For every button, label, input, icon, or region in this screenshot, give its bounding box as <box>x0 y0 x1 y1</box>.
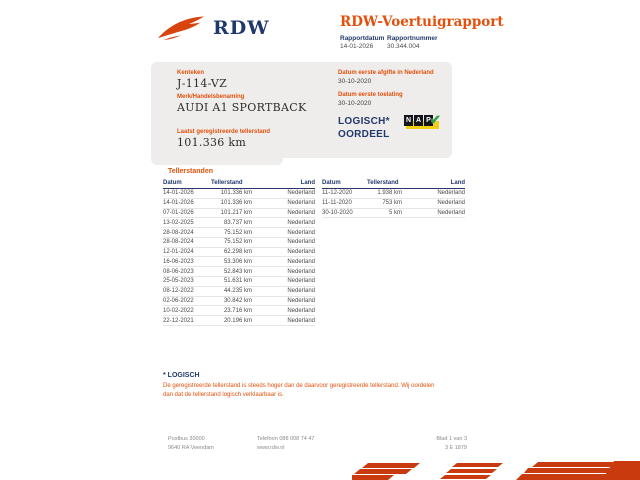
tellerstand-cell: 75.152 km <box>211 237 252 247</box>
land-cell: Nederland <box>252 237 315 247</box>
nap-logo <box>404 112 442 131</box>
table-row <box>322 198 465 208</box>
footer-address-line2: 9640 RA Veendam <box>168 445 214 451</box>
land-cell: Nederland <box>252 257 315 267</box>
footer-form-code: 3 E 1879 <box>444 445 467 451</box>
tellerstand-cell: 5 km <box>367 208 402 218</box>
datum-cell: 14-01-2026 <box>163 198 211 208</box>
merk-value: AUDI A1 SPORTBACK <box>177 101 307 114</box>
tellerstand-cell: 52.843 km <box>211 267 252 277</box>
kenteken-value: J-114-VZ <box>177 77 228 90</box>
col-header-land: Land <box>402 179 465 189</box>
table-row <box>163 277 315 287</box>
table-row <box>163 218 315 228</box>
report-date-value: 14-01-2026 <box>340 43 374 50</box>
tellerstand-cell: 101.217 km <box>211 208 252 218</box>
land-cell: Nederland <box>402 189 465 199</box>
afgifte-value: 30-10-2020 <box>338 78 372 85</box>
datum-cell: 13-02-2025 <box>163 218 211 228</box>
col-header-datum: Datum <box>163 179 211 189</box>
tellerstand-cell: 75.152 km <box>211 228 252 238</box>
land-cell: Nederland <box>252 286 315 296</box>
oordeel-badge <box>338 116 390 141</box>
land-cell: Nederland <box>252 267 315 277</box>
rdw-bird-logo-icon <box>156 13 206 44</box>
datum-cell: 30-10-2020 <box>322 208 367 218</box>
tellerstand-cell: 83.737 km <box>211 218 252 228</box>
table-row <box>163 237 315 247</box>
nap-letter-p: P <box>424 115 433 126</box>
report-number-label: Rapportnummer <box>387 35 438 42</box>
land-cell: Nederland <box>252 208 315 218</box>
datum-cell: 08-06-2023 <box>163 267 211 277</box>
datum-cell: 12-01-2024 <box>163 247 211 257</box>
page-title: RDW-Voertuigrapport <box>340 14 504 30</box>
footnote-title: * LOGISCH <box>163 372 200 379</box>
land-cell: Nederland <box>252 277 315 287</box>
footer-phone: Telefoon 088 008 74 47 <box>257 436 315 442</box>
table-row <box>163 286 315 296</box>
land-cell: Nederland <box>402 198 465 208</box>
tellerstand-cell: 1.938 km <box>367 189 402 199</box>
datum-cell: 22-12-2021 <box>163 316 211 326</box>
table-header-row <box>322 179 465 189</box>
table-row <box>163 267 315 277</box>
table-row <box>163 296 315 306</box>
merk-label: Merk/Handelsbenaming <box>177 94 245 100</box>
tellerstand-cell: 51.631 km <box>211 277 252 287</box>
datum-cell: 16-06-2023 <box>163 257 211 267</box>
col-header-datum: Datum <box>322 179 367 189</box>
col-header-tellerstand: Tellerstand <box>367 179 402 189</box>
datum-cell: 28-08-2024 <box>163 237 211 247</box>
col-header-land: Land <box>252 179 315 189</box>
oordeel-line1: LOGISCH* <box>338 116 390 127</box>
table-row <box>322 189 465 199</box>
laatste-tellerstand-label: Laatst geregistreerde tellerstand <box>177 129 271 135</box>
footer-address-line1: Postbus 30000 <box>168 436 205 442</box>
toelating-label: Datum eerste toelating <box>338 92 403 98</box>
land-cell: Nederland <box>252 189 315 199</box>
table-row <box>163 306 315 316</box>
tellerstand-cell: 753 km <box>367 198 402 208</box>
afgifte-label: Datum eerste afgifte in Nederland <box>338 70 434 76</box>
tellerstanden-table-left <box>163 179 315 326</box>
land-cell: Nederland <box>252 316 315 326</box>
table-row <box>163 198 315 208</box>
tellerstand-cell: 20.196 km <box>211 316 252 326</box>
tellerstand-cell: 101.336 km <box>211 189 252 199</box>
table-row <box>163 189 315 199</box>
tellerstand-cell: 44.235 km <box>211 286 252 296</box>
table-row <box>163 228 315 238</box>
table-header-row <box>163 179 315 189</box>
tellerstanden-table-right <box>322 179 465 218</box>
datum-cell: 11-11-2020 <box>322 198 367 208</box>
decorative-stripes-graphic <box>352 459 640 480</box>
toelating-value: 30-10-2020 <box>338 100 372 107</box>
datum-cell: 14-01-2026 <box>163 189 211 199</box>
footnote-text: De geregistreerde tellerstand is steeds hoger dan de daarvoor geregistreerde tellerstand. Wij oordelen dan dat de tellerstand logisch verklaarbaar is. <box>163 383 435 398</box>
tellerstand-cell: 23.716 km <box>211 306 252 316</box>
datum-cell: 02-06-2022 <box>163 296 211 306</box>
land-cell: Nederland <box>252 247 315 257</box>
footer-page-info <box>380 435 467 453</box>
land-cell: Nederland <box>252 228 315 238</box>
col-header-tellerstand: Tellerstand <box>211 179 252 189</box>
tellerstand-cell: 62.298 km <box>211 247 252 257</box>
report-number-value: 30.344.004 <box>387 43 420 50</box>
table-row <box>163 247 315 257</box>
footer-address <box>168 435 214 453</box>
table-row <box>163 316 315 326</box>
nap-letter-n: N <box>405 117 412 124</box>
table-row <box>322 208 465 218</box>
footer-page-number: Blad 1 van 3 <box>436 436 467 442</box>
land-cell: Nederland <box>252 198 315 208</box>
table-row <box>163 257 315 267</box>
laatste-tellerstand-value: 101.336 km <box>177 136 247 149</box>
report-date-label: Rapportdatum <box>340 35 385 42</box>
footer-contact <box>257 435 315 453</box>
rdw-logo-text: RDW <box>213 17 270 39</box>
kenteken-label: Kenteken <box>177 70 205 76</box>
tellerstand-cell: 53.306 km <box>211 257 252 267</box>
datum-cell: 28-08-2024 <box>163 228 211 238</box>
datum-cell: 08-12-2022 <box>163 286 211 296</box>
table-row <box>163 208 315 218</box>
datum-cell: 10-02-2022 <box>163 306 211 316</box>
oordeel-line2: OORDEEL <box>338 128 390 140</box>
nap-letter-a: A <box>415 117 422 124</box>
tellerstand-cell: 101.336 km <box>211 198 252 208</box>
datum-cell: 11-12-2020 <box>322 189 367 199</box>
footer-website: www.rdw.nl <box>257 445 285 451</box>
tellerstand-cell: 30.842 km <box>211 296 252 306</box>
nap-checkmark-icon: ✔ <box>430 112 441 127</box>
land-cell: Nederland <box>402 208 465 218</box>
datum-cell: 07-01-2026 <box>163 208 211 218</box>
tellerstanden-heading: Tellerstanden <box>168 168 213 175</box>
land-cell: Nederland <box>252 218 315 228</box>
land-cell: Nederland <box>252 296 315 306</box>
datum-cell: 25-05-2023 <box>163 277 211 287</box>
land-cell: Nederland <box>252 306 315 316</box>
